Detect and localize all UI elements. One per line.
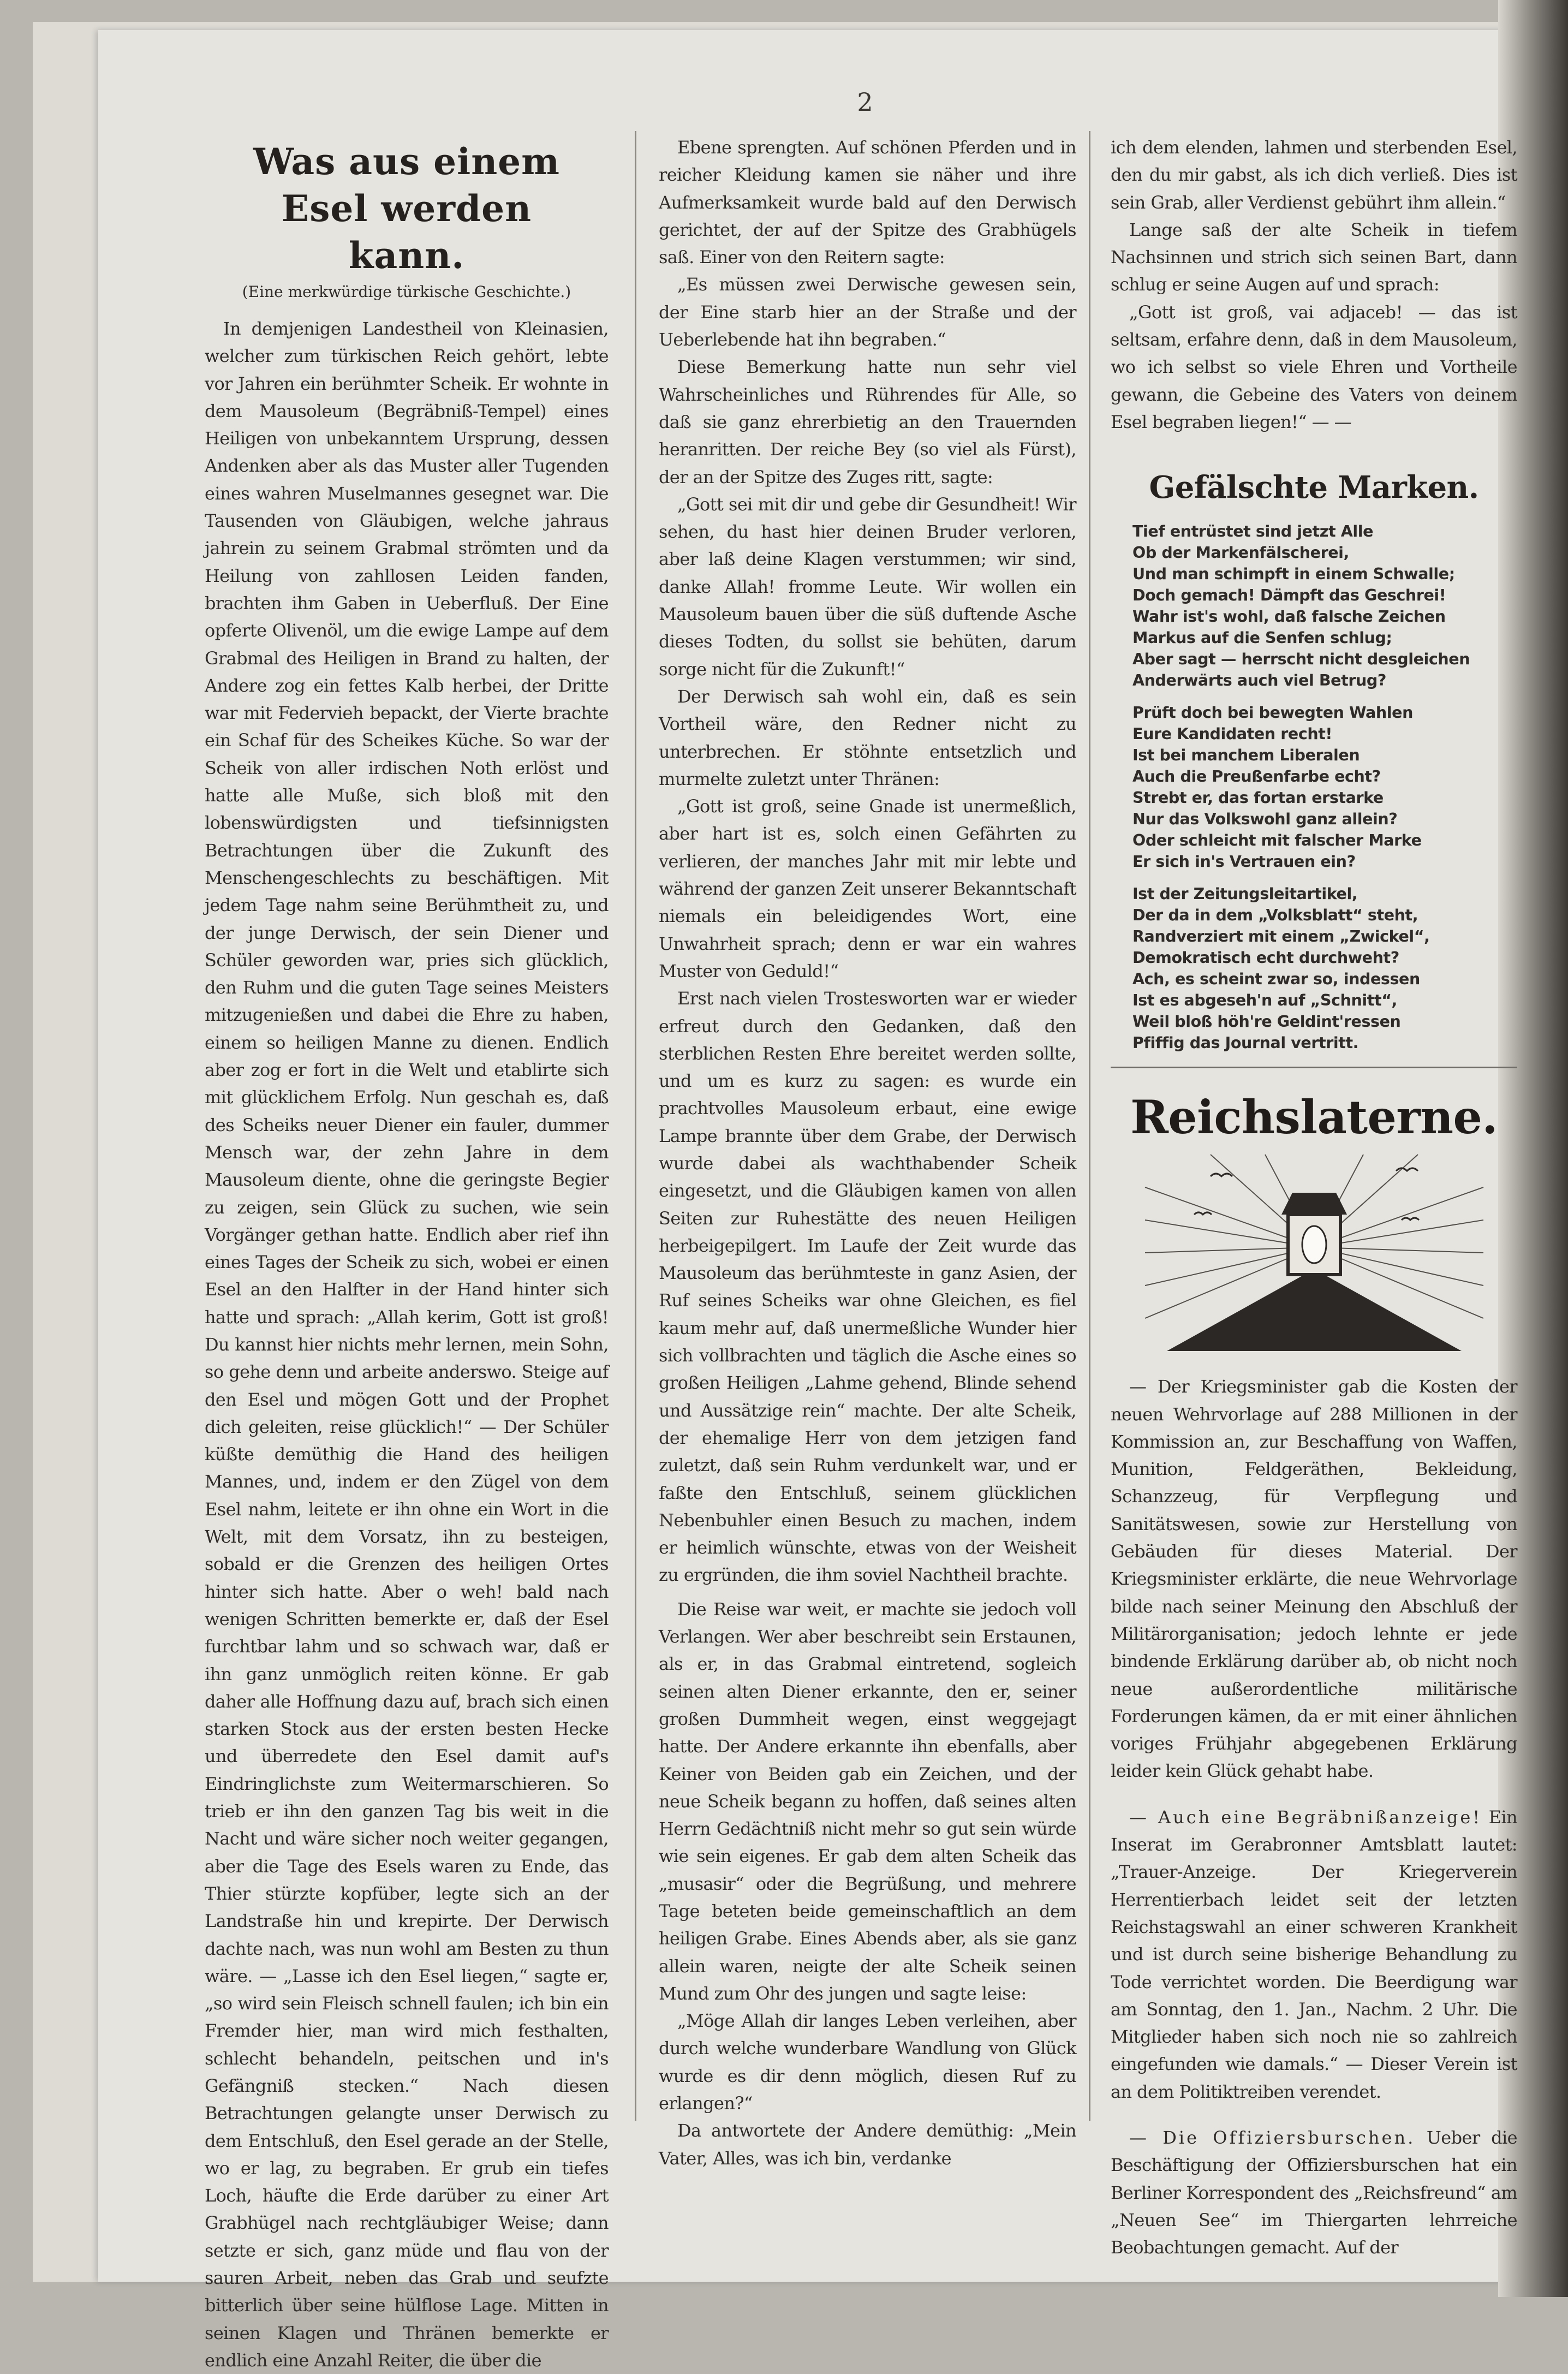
news-heading: — Auch eine Begräbnißanzeige! [1129, 1806, 1482, 1828]
article-paragraph: „Gott sei mit dir und gebe dir Gesundheit! Wir sehen, du hast hier deinen Bruder verloren, aber laß deine Klagen verstummen; wir sind, danke Allah! fromme Leute. Wir wollen ein Mausoleum bauen über die süß duftende Asche dieses Todten, du sollst sie behüten, darum sorge nicht für die Zukunft!“ [659, 493, 1076, 680]
article-title [205, 138, 609, 279]
poem-line: Er sich in's Vertrauen ein? [1132, 853, 1356, 871]
column-middle [659, 134, 1076, 2169]
article-paragraph: „Gott ist groß, seine Gnade ist unermeßlich, aber hart ist es, solch einen Gefährten zu verlieren, der manches Jahr mit mir lebte und während der ganzen Zeit unserer Bekanntschaft niemals ein beleidigendes Wort, eine Unwahrheit sprach; denn er war ein wahres Muster von Geduld!“ [659, 796, 1076, 981]
article-paragraph: „Es müssen zwei Derwische gewesen sein, der Eine starb hier an der Straße und der Ueberlebende hat ihn begraben.“ [659, 274, 1076, 350]
poem-stanza [1132, 521, 1517, 691]
poem-line: Ist der Zeitungsleitartikel, [1132, 885, 1358, 903]
poem-line: Ist es abgeseh'n auf „Schnitt“, [1132, 991, 1397, 1010]
news-body: Ueber die Beschäftigung der Offiziersburschen hat ein Berliner Korrespondent des „Reichsfreund“ am „Neuen See“ im Thiergarten lehrreiche Beobachtungen gemacht. Auf der [1111, 2127, 1517, 2258]
poem-title: Gefälschte Marken. [1149, 469, 1479, 506]
poem-line: Randverziert mit einem „Zwickel“, [1132, 927, 1430, 946]
article-title-line: Was aus einem Esel werden [253, 140, 561, 230]
poem-line: Strebt er, das fortan erstarke [1132, 789, 1384, 807]
poem-line: Tief entrüstet sind jetzt Alle [1132, 522, 1374, 541]
poem-line: Eure Kandidaten recht! [1132, 725, 1333, 743]
poem-line: Nur das Volkswohl ganz allein? [1132, 810, 1398, 829]
poem-stanza [1132, 883, 1517, 1054]
poem-line: Weil bloß höh're Geldint'ressen [1132, 1013, 1401, 1031]
article-paragraph: Die Reise war weit, er machte sie jedoch voll Verlangen. Wer aber beschreibt sein Erstaunen, als er, in das Grabmal eintretend, sogleich seinen alten Diener erkannte, den er, seiner großen Dummheit wegen, einst weggejagt hatte. Der Andere erkannte ihn ebenfalls, aber Keiner von Beiden gab ein Zeichen, und der neue Scheik begann zu hoffen, daß seines alten Herrn Gedächtniß nicht mehr so gut sein würde wie sein eigenes. Er gab dem alten Scheik das „musasir“ oder die Begrüßung, und mehrere Tage beteten beide gemeinschaftlich an dem heiligen Grabe. Eines Abends aber, als sie ganz allein waren, neigte der alte Scheik seinen Mund zum Ohr des jungen und sagte leise: [659, 1598, 1076, 2004]
poem-line: Der da in dem „Volksblatt“ steht, [1132, 906, 1418, 925]
news-item [1111, 1804, 1517, 2105]
poem-line: Aber sagt — herrscht nicht desgleichen [1132, 650, 1470, 669]
poem-stanza [1132, 702, 1517, 872]
poem-line: Prüft doch bei bewegten Wahlen [1132, 704, 1413, 722]
news-heading: — Die Offiziersburschen. [1129, 2127, 1416, 2148]
poem-line: Doch gemach! Dämpft das Geschrei! [1132, 586, 1446, 605]
poem-line: Und man schimpft in einem Schwalle; [1132, 565, 1455, 584]
poem-line: Ist bei manchem Liberalen [1132, 746, 1360, 765]
article-paragraph: Der Derwisch sah wohl ein, daß es sein Vortheil wäre, den Redner nicht zu unterbrechen. Er stöhnte entsetzlich und murmelte zuletzt unter Thränen: [659, 686, 1076, 789]
article-paragraph: Da antwortete der Andere demüthig: „Mein Vater, Alles, was ich bin, verdanke [659, 2120, 1076, 2169]
section-divider [1111, 1067, 1517, 1068]
column-right [1111, 134, 1517, 2258]
article-paragraph: In demjenigen Landestheil von Kleinasien, welcher zum türkischen Reich gehört, lebte vor Jahren ein berühmter Scheik. Er wohnte in dem Mausoleum (Begräbniß-Tempel) eines Heiligen von unbekanntem Ursprung, dessen Andenken aber als das Muster aller Tugenden eines wahren Muselmannes gesegnet war. Die Tausenden von Gläubigen, welche jahraus jahrein zu seinem Grabmal strömten und da Heilung von zahllosen Leiden fanden, brachten ihm Gaben in Ueberfluß. Der Eine opferte Olivenöl, um die ewige Lampe auf dem Grabmal des Heiligen in Brand zu halten, der Andere zog ein fettes Kalb herbei, der Dritte war mit Federvieh bepackt, der Vierte brachte ein Schaf für des Scheikes Küche. So war der Scheik von aller irdischen Noth erlöst und hatte alle Muße, sich bloß mit den lobenswürdigsten und tiefsinnigsten Betrachtungen über die Zukunft des Menschengeschlechts zu beschäftigen. Mit jedem Tage nahm seine Berühmtheit zu, und der junge Derwisch, der sein Diener und Schüler geworden war, pries sich glücklich, den Ruhm und die guten Tage seines Meisters mitzugenießen und dabei die Ehre zu haben, einem so heiligen Manne zu dienen. Endlich aber zog er fort in die Welt und etablirte sich mit glücklichem Erfolg. Nun geschah es, daß des Scheiks neuer Diener ein fauler, dummer Mensch war, der zehn Jahre in dem Mausoleum diente, ohne die geringste Begier zu zeigen, sein Glück zu suchen, wie sein Vorgänger gethan hatte. Endlich aber rief ihn eines Tages der Scheik zu sich, wobei er einen Esel an den Halfter in der Hand hinter sich hatte und sprach: „Allah kerim, Gott ist groß! Du kannst hier nichts mehr lernen, mein Sohn, so gehe denn und arbeite anderswo. Steige auf den Esel und mögen Gott und der Prophet dich geleiten, reise glücklich!“ — Der Schüler küßte demüthig die Hand des heiligen Mannes, und, indem er den Zügel von dem Esel nahm, leitete er ihn ohne ein Wort in die Welt, mit dem Vorsatz, ihn zu besteigen, sobald er die Grenzen des heiligen Ortes hinter sich hatte. Aber o weh! bald nach wenigen Schritten bemerkte er, daß der Esel furchtbar lahm und so schwach war, daß er ihn ganz unmöglich reiten könne. Er gab daher alle Hoffnung dazu auf, brach sich einen starken Stock aus der ersten besten Hecke und überredete den Esel damit auf's Eindringlichste zum Weitermarschieren. So trieb er ihn den ganzen Tag bis weit in die Nacht und wäre sicher noch weiter gegangen, aber die Tage des Esels waren zu Ende, das Thier stürzte kopfüber, legte sich an der Landstraße hin und krepirte. Der Derwisch dachte nach, was nun wohl am Besten zu thun wäre. — „Lasse ich den Esel liegen,“ sagte er, „so wird sein Fleisch schnell faulen; ich bin ein Fremder hier, man wird mich festhalten, schlecht behandeln, peitschen und in's Gefängniß stecken.“ Nach diesen Betrachtungen gelangte unser Derwisch zu dem Entschluß, den Esel gerade an der Stelle, wo er lag, zu begraben. Er grub ein tiefes Loch, häufte die Erde darüber zu einer Art Grabhügel nach rechtgläubiger Weise; dann setzte er sich, ganz müde und flau von der sauren Arbeit, neben das Grab und seufzte bitterlich über seine hülflose Lage. Mitten in seinen Klagen und Thränen bemerkte er endlich eine Anzahl Reiter, die über die [205, 318, 609, 2371]
news-item: — Der Kriegsminister gab die Kosten der neuen Wehrvorlage auf 288 Millionen in der Kommission an, zur Beschaffung von Waffen, Munition, Feldgeräthen, Bekleidung, Schanzzeug, für Verpflegung und Sanitätswesen, sowie zur Herstellung von Gebäuden für dieses Material. Der Kriegsminister erklärte, die neue Wehrvorlage bilde nach seiner Meinung den Abschluß der Militärorganisation; jedoch lehnte er jede bindende Erklärung darüber ab, ob nicht noch neue außerordentliche militärische Forderungen kämen, da er mit einer ähnlichen voriges Frühjahr abgegebenen Erklärung leider kein Glück gehabt habe. [1111, 1376, 1517, 1782]
poem-line: Markus auf die Senfen schlug; [1132, 629, 1392, 647]
poem-line: Anderwärts auch viel Betrug? [1132, 671, 1387, 690]
poem-line: Pfiffig das Journal vertritt. [1132, 1034, 1359, 1052]
article-paragraph: Ebene sprengten. Auf schönen Pferden und in reicher Kleidung kamen sie näher und ihre Aufmerksamkeit wurde bald auf den Derwisch gerichtet, der auf der Spitze des Grabhügels saß. Einer von den Reitern sagte: [659, 137, 1076, 268]
section-title: Reichslaterne. [1130, 1090, 1498, 1145]
news-body: Ein Inserat im Gerabronner Amtsblatt lautet: „Trauer-Anzeige. Der Kriegerverein Herrentierbach leidet seit der letzten Reichstagswahl an einer schweren Krankheit und ist durch seine bisherige Behandlung zu Tode verrichtet worden. Die Beerdigung war am Sonntag, den 1. Jan., Nachm. 2 Uhr. Die Mitglieder haben sich noch nie so zahlreich eingefunden wie damals.“ — Dieser Verein ist an dem Politiktreiben verendet. [1111, 1806, 1517, 2102]
column-divider [1089, 131, 1090, 2121]
article-paragraph: „Möge Allah dir langes Leben verleihen, aber durch welche wunderbare Wandlung von Glück wurde es dir denn möglich, diesen Ruf zu erlangen?“ [659, 2010, 1076, 2114]
poem-line: Ob der Markenfälscherei, [1132, 544, 1349, 562]
news-item [1111, 2124, 1517, 2261]
page-number: 2 [857, 87, 873, 117]
poem-line: Ach, es scheint zwar so, indessen [1132, 970, 1420, 989]
poem-line: Demokratisch echt durchweht? [1132, 949, 1399, 967]
poem-line: Wahr ist's wohl, daß falsche Zeichen [1132, 608, 1446, 626]
poem-line: Oder schleicht mit falscher Marke [1132, 831, 1422, 850]
poem-line: Auch die Preußenfarbe echt? [1132, 767, 1381, 786]
poem [1111, 521, 1517, 1054]
article-paragraph: Lange saß der alte Scheik in tiefem Nachsinnen und strich sich seinen Bart, dann schlug er seine Augen auf und sprach: [1111, 219, 1517, 295]
column-left [205, 134, 609, 2371]
article-paragraph: Diese Bemerkung hatte nun sehr viel Wahrscheinliches und Rührendes für Alle, so daß sie ganz ehrerbietig an den Trauernden heranritten. Der reiche Bey (so viel als Fürst), der an der Spitze des Zuges ritt, sagte: [659, 356, 1076, 487]
article-paragraph: „Gott ist groß, vai adjaceb! — das ist seltsam, erfahre denn, daß in dem Mausoleum, wo ich selbst so viele Ehren und Vortheile gewann, die Gebeine des Vaters von deinem Esel begraben liegen!“ — — [1111, 301, 1517, 432]
article-title-line: kann. [348, 234, 465, 277]
article-paragraph: ich dem elenden, lahmen und sterbenden Esel, den du mir gabst, als ich dich verließ. Dies ist sein Grab, aller Verdienst gebührt ihm allein.“ [1111, 137, 1517, 213]
article-paragraph: Erst nach vielen Trostesworten war er wieder erfreut durch den Gedanken, daß den sterblichen Resten Ehre bereitet werden sollte, und um es kurz zu sagen: es wurde ein prachtvolles Mausoleum erbaut, eine ewige Lampe brannte über dem Grabe, der Derwisch wurde dabei als wachthabender Scheik eingesetzt, und die Gläubigen kamen von allen Seiten zur Ruhestätte des neuen Heiligen herbeigepilgert. Im Laufe der Zeit wurde das Mausoleum das berühmteste in ganz Asien, der Ruf seines Scheiks war ohne Gleichen, es fiel kaum mehr auf, daß unermeßliche Wunder hier sich vollbrachten und täglich die Asche eines so großen Heiligen „Lahme gehend, Blinde sehend und Aussätzige rein“ machte. Der alte Scheik, der ehemalige Herr von dem jetzigen fand zuletzt, daß sein Ruhm verdunkelt war, und er faßte den Entschluß, seinem glücklichen Nebenbuhler einen Besuch zu machen, indem er heimlich wünschte, etwas von der Weisheit zu ergründen, die ihm soviel Nachtheil brachte. [659, 988, 1076, 1586]
column-divider [635, 131, 636, 2121]
article-subtitle: (Eine merkwürdige türkische Geschichte.) [242, 283, 571, 301]
lantern-icon [1145, 1155, 1483, 1351]
